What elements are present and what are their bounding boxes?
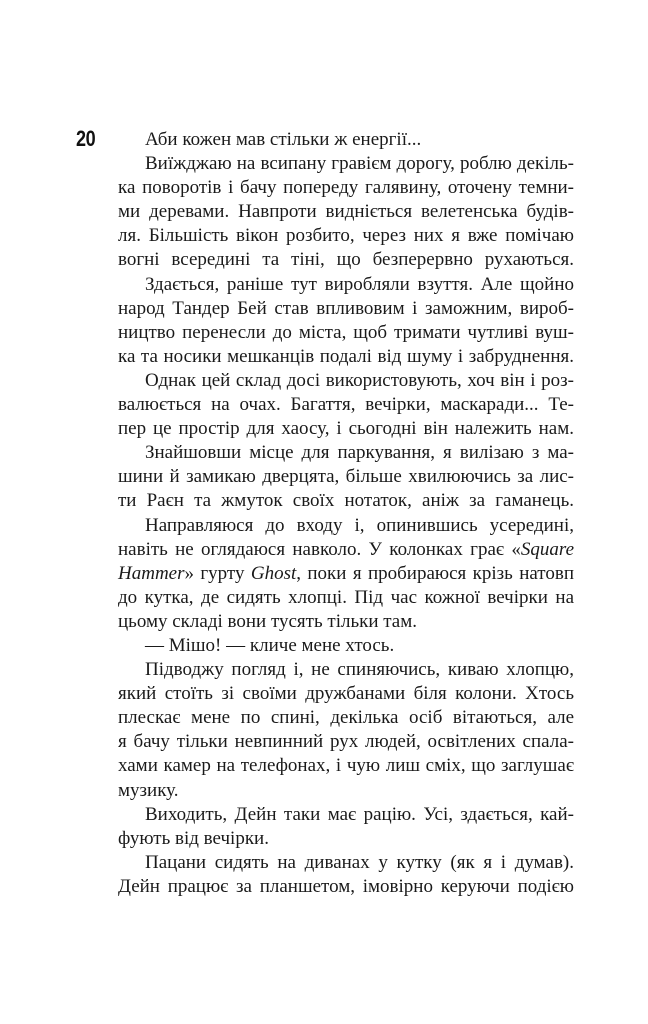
body-text xyxy=(118,128,574,899)
italic-title: Hammer xyxy=(118,562,185,584)
text-line: навіть не оглядаюся навколо. У колонках грає «Square xyxy=(118,538,574,560)
text-line: Пацани сидять на диванах у кутку (як я і думав). xyxy=(145,851,574,873)
text-line: — Мішо! — кличе мене хтось. xyxy=(145,634,395,656)
text-line: до кутка, де сидять хлопці. Під час кожної вечірки на xyxy=(118,586,574,608)
text-line: ми деревами. Навпроти видніється велетенська будів- xyxy=(118,201,574,223)
text-line: Направляюся до входу і, опинившись усередині, xyxy=(145,514,574,536)
text-line: шини й замикаю дверцята, більше хвилюючись за лис- xyxy=(118,466,574,488)
text-line: цьому складі вони тусять тільки там. xyxy=(118,610,418,632)
text-line: Знайшовши місце для паркування, я вилізаю з ма- xyxy=(145,442,574,464)
text-line: хами камер на телефонах, і чую лиш сміх, що заглушає xyxy=(118,755,574,777)
text-line: Однак цей склад досі використовують, хоч він і роз- xyxy=(145,369,574,391)
text-line: музику. xyxy=(118,779,179,801)
text-line: Hammer» гурту Ghost, поки я пробираюся крізь натовп xyxy=(118,562,574,584)
text-line: вогні всередині та тіні, що безперервно рухаються. xyxy=(118,249,574,271)
italic-title: Ghost xyxy=(250,562,297,584)
text-line: пер це простір для хаосу, і сьогодні він належить нам. xyxy=(118,418,574,440)
text-line: фують від вечірки. xyxy=(118,827,269,849)
text-line: я бачу тільки невпинний рух людей, освітлених спала- xyxy=(118,731,574,753)
text-line: ка та носики мешканців подалі від шуму і забруднення. xyxy=(118,345,574,367)
text-line: Дейн працює за планшетом, імовірно керуючи подією xyxy=(118,875,574,897)
page-number: 20 xyxy=(76,126,96,151)
text-line: ля. Більшість вікон розбито, через них я вже помічаю xyxy=(118,225,574,247)
text-line: ництво перенесли до міста, щоб тримати чутливі вуш- xyxy=(118,321,574,343)
text-line: народ Тандер Бей став впливовим і заможним, вироб- xyxy=(118,297,574,319)
text-line: Виходить, Дейн таки має рацію. Усі, здається, кай- xyxy=(145,803,574,825)
text-line: Підводжу погляд і, не спиняючись, киваю хлопцю, xyxy=(145,659,574,681)
text-line: який стоїть зі своїми дружбанами біля колони. Хтось xyxy=(118,683,574,705)
text-line: валюється на очах. Багаття, вечірки, маскаради... Те- xyxy=(118,394,574,416)
text-line: Здається, раніше тут виробляли взуття. Але щойно xyxy=(145,273,574,295)
text-line: ка поворотів і бачу попереду галявину, оточену темни- xyxy=(118,177,574,199)
text-line: ти Раєн та жмуток своїх нотаток, аніж за гаманець. xyxy=(118,490,574,512)
text-line: плескає мене по спині, декілька осіб вітаються, але xyxy=(118,707,574,729)
text-line: Виїжджаю на всипану гравієм дорогу, роблю декіль- xyxy=(145,153,574,175)
italic-title: Square xyxy=(520,538,574,560)
text-line: Аби кожен мав стільки ж енергії... xyxy=(145,129,422,150)
